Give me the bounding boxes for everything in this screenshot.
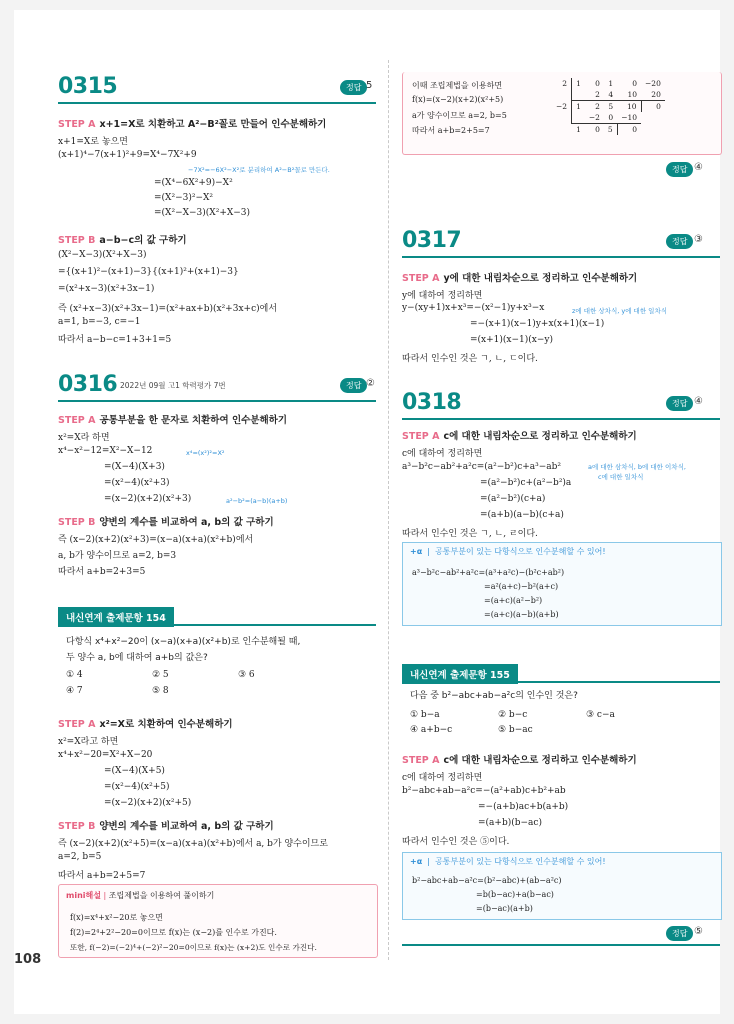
math-line: 따라서 a−b−c=1+3+1=5: [58, 335, 172, 345]
side-note: a에 대한 삼차식, b에 대한 이차식,: [588, 463, 686, 471]
step-heading: STEP B 양변의 계수를 비교하여 a, b의 값 구하기: [58, 821, 274, 832]
math-line: b²−abc+ab−a²c=(b²−abc)+(ab−a²c): [412, 876, 562, 885]
answer-value: ④: [694, 162, 703, 173]
choice-option[interactable]: ⑤ 8: [152, 686, 169, 696]
synthetic-division: 2 1 0 1 0 −20 2 4 10 20 −2 1 2 5 10 0 −2 0 −10 1 0 5 0: [552, 78, 665, 135]
math-line: a³−b²c−ab²+a²c=(a³+a²c)−(b²c+ab²): [412, 568, 565, 577]
math-line: c에 대하여 정리하면: [402, 449, 483, 459]
math-line: =(X−4)(X+5): [104, 766, 165, 776]
answer-value: ④: [694, 396, 703, 407]
problem-number: 0315: [58, 74, 118, 99]
side-note: c에 대한 일차식: [598, 473, 644, 481]
side-note: a²−b²=(a−b)(a+b): [226, 497, 288, 505]
step-heading: STEP A x+1=X로 치환하고 A²−B²꼴로 만들어 인수분해하기: [58, 119, 327, 130]
math-line: (X²−X−3)(X²+X−3): [58, 250, 147, 260]
problem-number: 0317: [402, 228, 462, 253]
answer-badge: 정답: [666, 234, 693, 249]
related-problem-bar: 내신연계 출제문항 155: [402, 664, 518, 684]
math-line: =(x²+x−3)(x²+3x−1): [58, 284, 155, 294]
math-line: 또한, f(−2)=(−2)⁴+(−2)²−20=0이므로 f(x)는 (x+2)도 인수로 가진다.: [70, 943, 317, 952]
question-text: 다항식 x⁴+x²−20이 (x−a)(x+a)(x²+b)로 인수분해될 때,: [66, 637, 301, 647]
math-line: =(X²−X−3)(X²+X−3): [154, 208, 251, 218]
answer-value: ⑤: [694, 926, 703, 937]
math-line: =(X²−3)²−X²: [154, 193, 214, 203]
math-line: =(x+1)(x−1)(x−y): [470, 335, 553, 345]
column-divider: [388, 60, 389, 960]
math-line: 즉 (x−2)(x+2)(x²+5)=(x−a)(x+a)(x²+b)에서 a, b가 양수이므로: [58, 839, 328, 849]
math-line: x⁴−x²−12=X²−X−12: [58, 446, 153, 456]
plus-alpha-head: +α | 공통부분이 있는 다항식으로 인수분해할 수 있어!: [410, 547, 606, 556]
math-line: 따라서 인수인 것은 ⑤이다.: [402, 837, 510, 847]
math-line: =−(a+b)ac+b(a+b): [478, 802, 569, 812]
math-line: =(a²−b²)(c+a): [480, 494, 546, 504]
problem-rule: [58, 102, 376, 104]
choice-option[interactable]: ④ a+b−c: [410, 725, 453, 735]
plus-alpha-head: +α | 공통부분이 있는 다항식으로 인수분해할 수 있어!: [410, 857, 606, 866]
math-line: f(x)=x⁴+x²−20로 놓으면: [70, 913, 163, 922]
math-line: 이때 조립제법을 이용하면: [412, 81, 503, 90]
math-line: 따라서 a+b=2+5=7: [58, 871, 146, 881]
math-line: =b(b−ac)+a(b−ac): [476, 890, 554, 899]
step-heading: STEP A y에 대한 내림차순으로 정리하고 인수분해하기: [402, 273, 638, 284]
answer-badge: 정답: [340, 80, 367, 95]
choice-option[interactable]: ⑤ b−ac: [498, 725, 533, 735]
step-heading: STEP A x²=X로 치환하여 인수분해하기: [58, 719, 233, 730]
math-line: x⁴+x²−20=X²+X−20: [58, 750, 153, 760]
problem-source: 2022년 09월 고1 학력평가 7번: [120, 381, 226, 390]
math-line: a가 양수이므로 a=2, b=5: [412, 111, 507, 120]
math-line: 따라서 인수인 것은 ㄱ, ㄴ, ㄹ이다.: [402, 529, 538, 539]
math-line: =−(x+1)(x−1)y+x(x+1)(x−1): [470, 319, 605, 329]
step-heading: STEP B 양변의 계수를 비교하여 a, b의 값 구하기: [58, 517, 274, 528]
step-heading: STEP A 공통부분을 한 문자로 치환하여 인수분해하기: [58, 415, 288, 426]
problem-number: 0316: [58, 372, 118, 397]
math-line: a=1, b=−3, c=−1: [58, 317, 141, 327]
choice-option[interactable]: ① b−a: [410, 710, 440, 720]
math-line: =(x−2)(x+2)(x²+3): [104, 494, 192, 504]
math-line: =(x²−4)(x²+3): [104, 478, 170, 488]
problem-rule: [402, 418, 720, 420]
answer-value: 5: [366, 80, 373, 91]
math-line: a, b가 양수이므로 a=2, b=3: [58, 551, 177, 561]
step-heading: STEP B a−b−c의 값 구하기: [58, 235, 187, 246]
choice-option[interactable]: ① 4: [66, 670, 83, 680]
math-line: 따라서 a+b=2+5=7: [412, 126, 490, 135]
math-line: =(a+b)(b−ac): [478, 818, 542, 828]
math-line: (x+1)⁴−7(x+1)²+9=X⁴−7X²+9: [58, 150, 197, 160]
related-problem-rule: [58, 624, 376, 626]
math-line: =(X⁴−6X²+9)−X²: [154, 178, 233, 188]
math-line: 따라서 a+b=2+3=5: [58, 567, 146, 577]
answer-badge: 정답: [340, 378, 367, 393]
math-line: b²−abc+ab−a²c=−(a²+ab)c+b²+ab: [402, 786, 566, 796]
page-number: 108: [14, 952, 42, 967]
question-text: 다음 중 b²−abc+ab−a²c의 인수인 것은?: [410, 691, 578, 701]
math-line: 따라서 인수인 것은 ㄱ, ㄴ, ㄷ이다.: [402, 354, 538, 364]
math-line: =a²(a+c)−b²(a+c): [484, 582, 559, 591]
math-line: =(X−4)(X+3): [104, 462, 165, 472]
textbook-page: [14, 10, 720, 1014]
step-heading: STEP A c에 대한 내림차순으로 정리하고 인수분해하기: [402, 431, 637, 442]
math-line: f(x)=(x−2)(x+2)(x²+5): [412, 95, 504, 104]
math-line: x²=X라 하면: [58, 433, 110, 443]
math-line: a=2, b=5: [58, 852, 102, 862]
side-note: z에 대한 상차식, y에 대한 일차식: [572, 307, 668, 315]
math-line: a³−b²c−ab²+a²c=(a²−b²)c+a³−ab²: [402, 462, 562, 472]
step-heading: STEP A c에 대한 내림차순으로 정리하고 인수분해하기: [402, 755, 637, 766]
math-line: =(x²−4)(x²+5): [104, 782, 170, 792]
answer-badge: 정답: [666, 926, 693, 941]
choice-option[interactable]: ③ 6: [238, 670, 255, 680]
problem-rule: [402, 256, 720, 258]
problem-number: 0318: [402, 390, 462, 415]
section-rule: [402, 944, 720, 946]
side-note: x⁴=(x²)²=X²: [186, 449, 225, 457]
related-problem-bar: 내신연계 출제문항 154: [58, 607, 174, 627]
math-line: =(a+c)(a−b)(a+b): [484, 610, 559, 619]
question-text: 두 양수 a, b에 대하여 a+b의 값은?: [66, 653, 208, 663]
choice-option[interactable]: ③ c−a: [586, 710, 615, 720]
choice-option[interactable]: ② b−c: [498, 710, 528, 720]
math-line: y−(xy+1)x+x³=−(x²−1)y+x³−x: [402, 303, 545, 313]
answer-value: ③: [694, 234, 703, 245]
math-line: =(b−ac)(a+b): [476, 904, 533, 913]
math-line: ={(x+1)²−(x+1)−3}{(x+1)²+(x+1)−3}: [58, 267, 239, 277]
problem-rule: [58, 400, 376, 402]
math-line: 즉 (x²+x−3)(x²+3x−1)=(x²+ax+b)(x²+3x+c)에서: [58, 304, 278, 314]
choice-option[interactable]: ④ 7: [66, 686, 83, 696]
mini-solution-head: mini해설 | 조립제법을 이용하여 풀이하기: [66, 891, 215, 900]
math-line: =(a+b)(a−b)(c+a): [480, 510, 564, 520]
math-line: x²=X라고 하면: [58, 737, 119, 747]
math-line: =(a+c)(a²−b²): [484, 596, 543, 605]
choice-option[interactable]: ② 5: [152, 670, 169, 680]
answer-badge: 정답: [666, 396, 693, 411]
math-line: =(x−2)(x+2)(x²+5): [104, 798, 192, 808]
math-line: =(a²−b²)c+(a²−b²)a: [480, 478, 572, 488]
related-problem-rule: [402, 681, 720, 683]
math-line: f(2)=2⁴+2²−20=0이므로 f(x)는 (x−2)를 인수로 가진다.: [70, 928, 277, 937]
answer-badge: 정답: [666, 162, 693, 177]
answer-value: ②: [366, 378, 375, 389]
math-line: 즉 (x−2)(x+2)(x²+3)=(x−a)(x+a)(x²+b)에서: [58, 535, 254, 545]
side-note: −7X²=−6X²−X²로 분리하여 A²−B²꼴로 만든다.: [188, 166, 330, 174]
math-line: y에 대하여 정리하면: [402, 291, 483, 301]
math-line: x+1=X로 놓으면: [58, 137, 128, 147]
math-line: c에 대하여 정리하면: [402, 773, 483, 783]
